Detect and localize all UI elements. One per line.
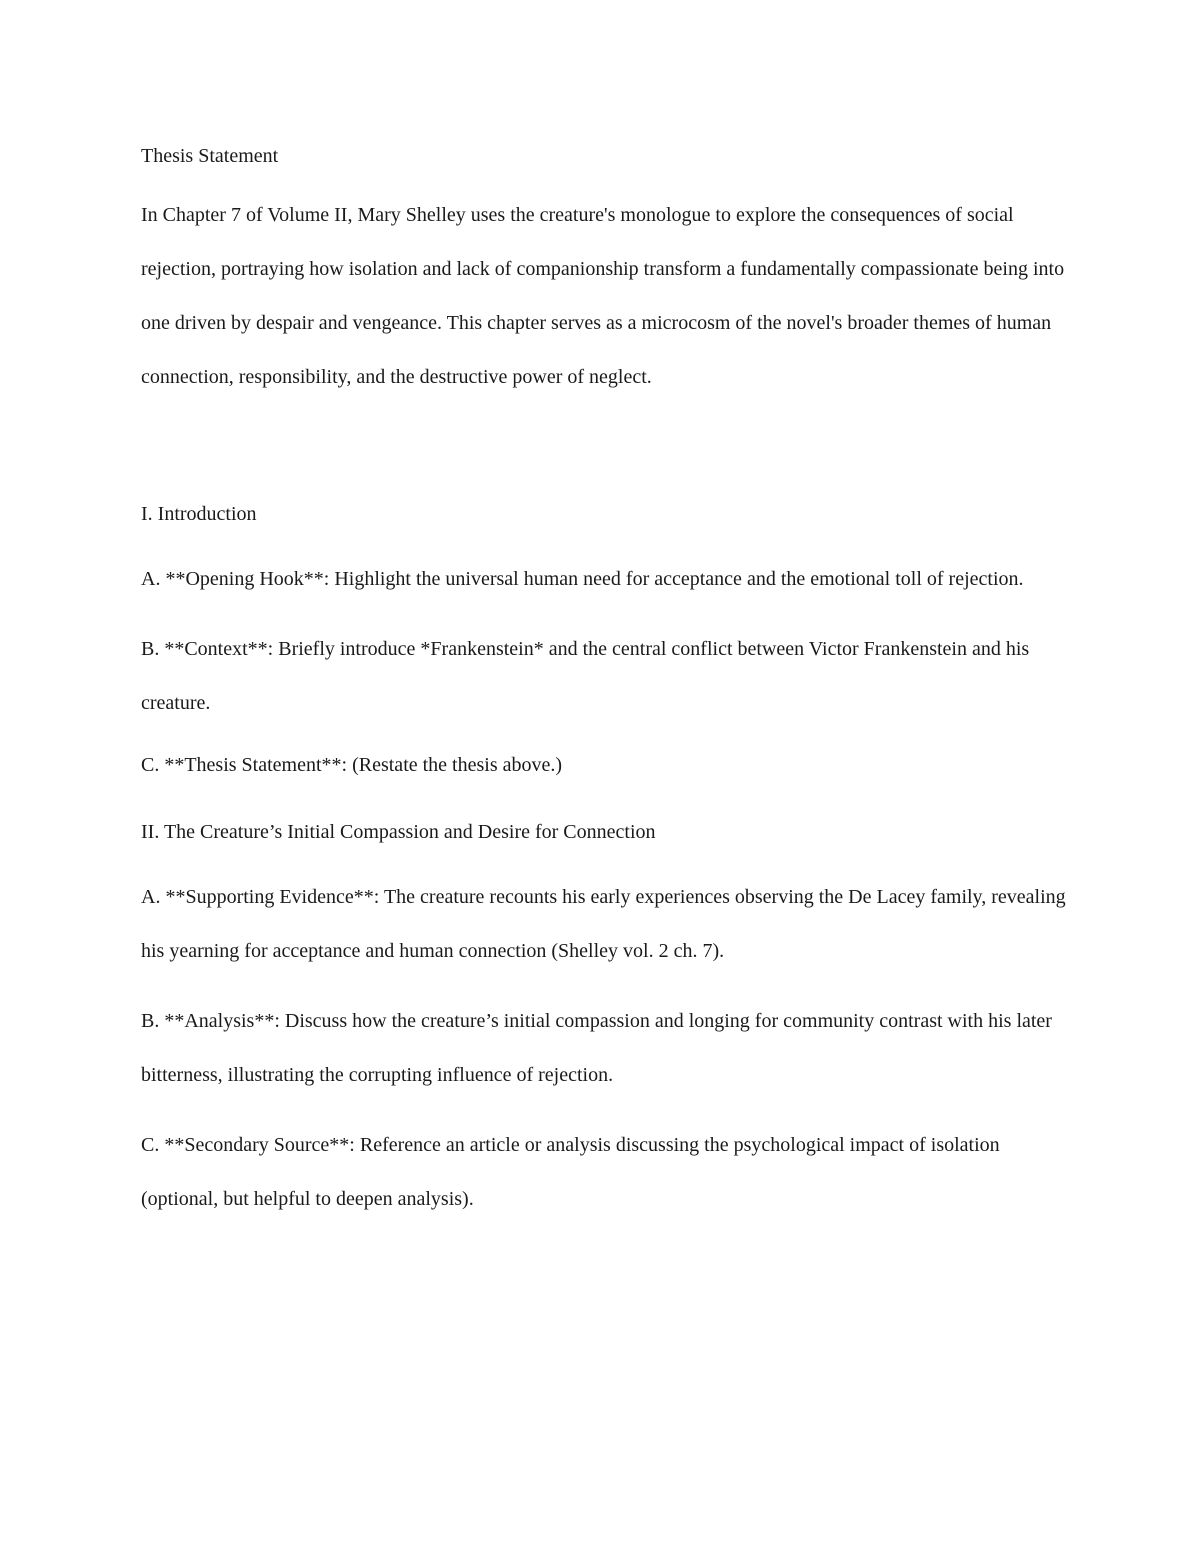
thesis-paragraph: In Chapter 7 of Volume II, Mary Shelley uses the creature's monologue to explore the consequences of social rejection, portraying how isolation and lack of companionship transform a fundamentally compassionate being into one driven by despair and vengeance. This chapter serves as a microcosm of the novel's broader themes of human connection, responsibility, and the destructive power of neglect. <box>141 204 1065 388</box>
outline-item-opening-hook: A. **Opening Hook**: Highlight the universal human need for acceptance and the emotional toll of rejection. <box>141 568 1024 590</box>
thesis-heading: Thesis Statement <box>141 145 279 167</box>
outline-item-analysis: B. **Analysis**: Discuss how the creature’s initial compassion and longing for community contrast with his later bitterness, illustrating the corrupting influence of rejection. <box>141 1010 1052 1086</box>
section-heading-initial-compassion: II. The Creature’s Initial Compassion and Desire for Connection <box>141 821 656 843</box>
outline-item-supporting-evidence: A. **Supporting Evidence**: The creature recounts his early experiences observing the De Lacey family, revealing his yearning for acceptance and human connection (Shelley vol. 2 ch. 7). <box>141 886 1066 962</box>
section-heading-introduction: I. Introduction <box>141 503 257 525</box>
outline-item-context: B. **Context**: Briefly introduce *Frankenstein* and the central conflict between Victor Frankenstein and his creature. <box>141 638 1030 714</box>
outline-item-thesis-statement: C. **Thesis Statement**: (Restate the thesis above.) <box>141 754 563 776</box>
document-body <box>141 140 1066 1242</box>
outline-item-secondary-source: C. **Secondary Source**: Reference an article or analysis discussing the psychological impact of isolation (optional, but helpful to deepen analysis). <box>141 1134 1000 1210</box>
